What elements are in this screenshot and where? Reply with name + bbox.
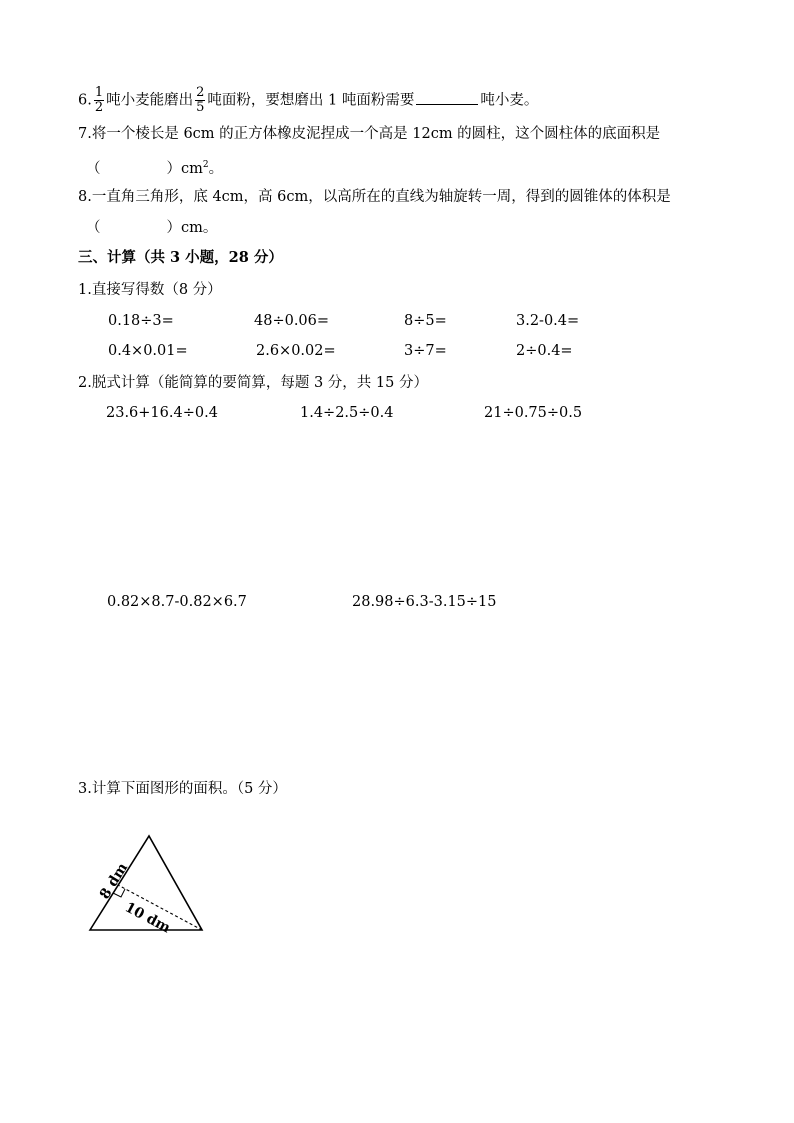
oral-calc-item: 2.6×0.02= (256, 343, 336, 359)
part-2-title: 2.脱式计算（能简算的要简算，每题 3 分，共 15 分） (78, 375, 428, 391)
step-calc-item: 1.4÷2.5÷0.4 (300, 405, 394, 421)
triangle-figure (80, 828, 220, 938)
height-label: 10 dm (122, 899, 173, 937)
oral-calc-item: 48÷0.06= (254, 313, 330, 329)
step-calc-item: 0.82×8.7-0.82×6.7 (107, 594, 247, 610)
oral-calc-item: 0.4×0.01= (108, 343, 188, 359)
side-label: 8 dm (96, 860, 132, 903)
part-1-title: 1.直接写得数（8 分） (78, 282, 222, 298)
question-8-text: 8.一直角三角形，底 4cm，高 6cm，以高所在的直线为轴旋转一周，得到的圆锥体的体积是 (78, 189, 671, 205)
section-3-heading: 三、计算（共 3 小题，28 分） (78, 249, 283, 266)
question-7-answer-line: （ ）$cm^2$。 (86, 160, 224, 177)
oral-calc-item: 0.18÷3= (108, 313, 174, 329)
question-6: 6. $\frac{1}{2}$ 吨小麦能磨出 $\frac{2}{5}$ 吨面粉，要想磨出 1 吨面粉需要 吨小麦。 (78, 85, 539, 115)
fraction-one-half: $\frac{1}{2}$ (94, 85, 104, 115)
question-8-answer-line: （ ）cm。 (86, 220, 218, 236)
oral-calc-item: 3.2-0.4= (516, 313, 580, 329)
step-calc-item: 23.6+16.4÷0.4 (106, 405, 218, 421)
step-calc-item: 21÷0.75÷0.5 (484, 405, 583, 421)
oral-calc-item: 3÷7= (404, 343, 447, 359)
fraction-two-fifths: $\frac{2}{5}$ (196, 85, 205, 115)
question-number: 6. (78, 92, 92, 109)
oral-calc-item: 2÷0.4= (516, 343, 573, 359)
step-calc-item: 28.98÷6.3-3.15÷15 (352, 594, 497, 610)
oral-calc-item: 8÷5= (404, 313, 447, 329)
question-7-text: 7.将一个棱长是 6cm 的正方体橡皮泥捏成一个高是 12cm 的圆柱，这个圆柱体的底面积是 (78, 126, 661, 142)
answer-blank[interactable] (416, 90, 478, 105)
part-3-title: 3.计算下面图形的面积。（5 分） (78, 781, 287, 797)
